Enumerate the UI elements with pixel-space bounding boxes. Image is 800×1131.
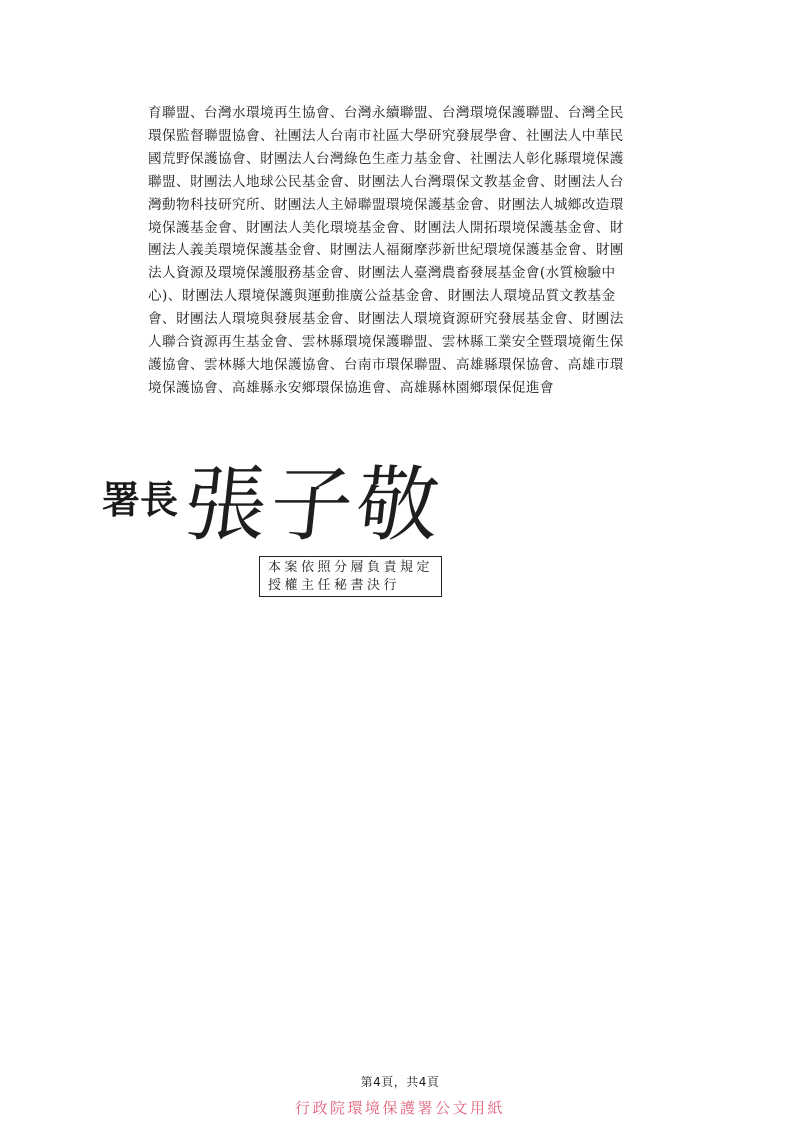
signature-title: 署長: [102, 477, 179, 522]
body-text: [148, 102, 698, 400]
body-line: 心)、財團法人環境保護與運動推廣公益基金會、財團法人環境品質文教基金: [148, 288, 616, 305]
delegation-stamp-line-2: 授權主任秘書決行: [268, 578, 401, 593]
director-signature: [98, 455, 458, 555]
delegation-stamp-line-1: 本案依照分層負責規定: [268, 560, 434, 575]
body-line: 境保護協會、高雄縣永安鄉環保協進會、高雄縣林園鄉環保促進會: [148, 379, 554, 396]
body-line: 灣動物科技研究所、財團法人主婦聯盟環境保護基金會、財團法人城鄉改造環: [148, 196, 624, 213]
body-line: 國荒野保護協會、財團法人台灣綠色生產力基金會、社團法人彰化縣環境保護: [148, 150, 624, 167]
signature-name: 張子敬: [179, 458, 448, 553]
body-line: 環保監督聯盟協會、社團法人台南市社區大學研究發展學會、社團法人中華民: [148, 127, 624, 144]
official-paper-label: 行政院環境保護署公文用紙: [294, 1099, 505, 1117]
body-line: 聯盟、財團法人地球公民基金會、財團法人台灣環保文教基金會、財團法人台: [148, 173, 624, 190]
body-line: 人聯合資源再生基金會、雲林縣環境保護聯盟、雲林縣工業安全暨環境衛生保: [148, 334, 624, 351]
body-line: 護協會、雲林縣大地保護協會、台南市環保聯盟、高雄縣環保協會、高雄市環: [148, 356, 624, 373]
body-line: 育聯盟、台灣水環境再生協會、台灣永續聯盟、台灣環境保護聯盟、台灣全民: [148, 105, 624, 121]
body-line: 境保護基金會、財團法人美化環境基金會、財團法人開拓環境保護基金會、財: [148, 219, 624, 236]
body-line: 法人資源及環境保護服務基金會、財團法人臺灣農畜發展基金會(水質檢驗中: [148, 265, 616, 282]
page-number: 第4頁，共4頁: [360, 1075, 440, 1089]
body-line: 團法人義美環境保護基金會、財團法人福爾摩莎新世紀環境保護基金會、財團: [148, 242, 624, 259]
body-line: 會、財團法人環境與發展基金會、財團法人環境資源研究發展基金會、財團法: [148, 311, 624, 328]
delegation-stamp: [259, 556, 442, 597]
